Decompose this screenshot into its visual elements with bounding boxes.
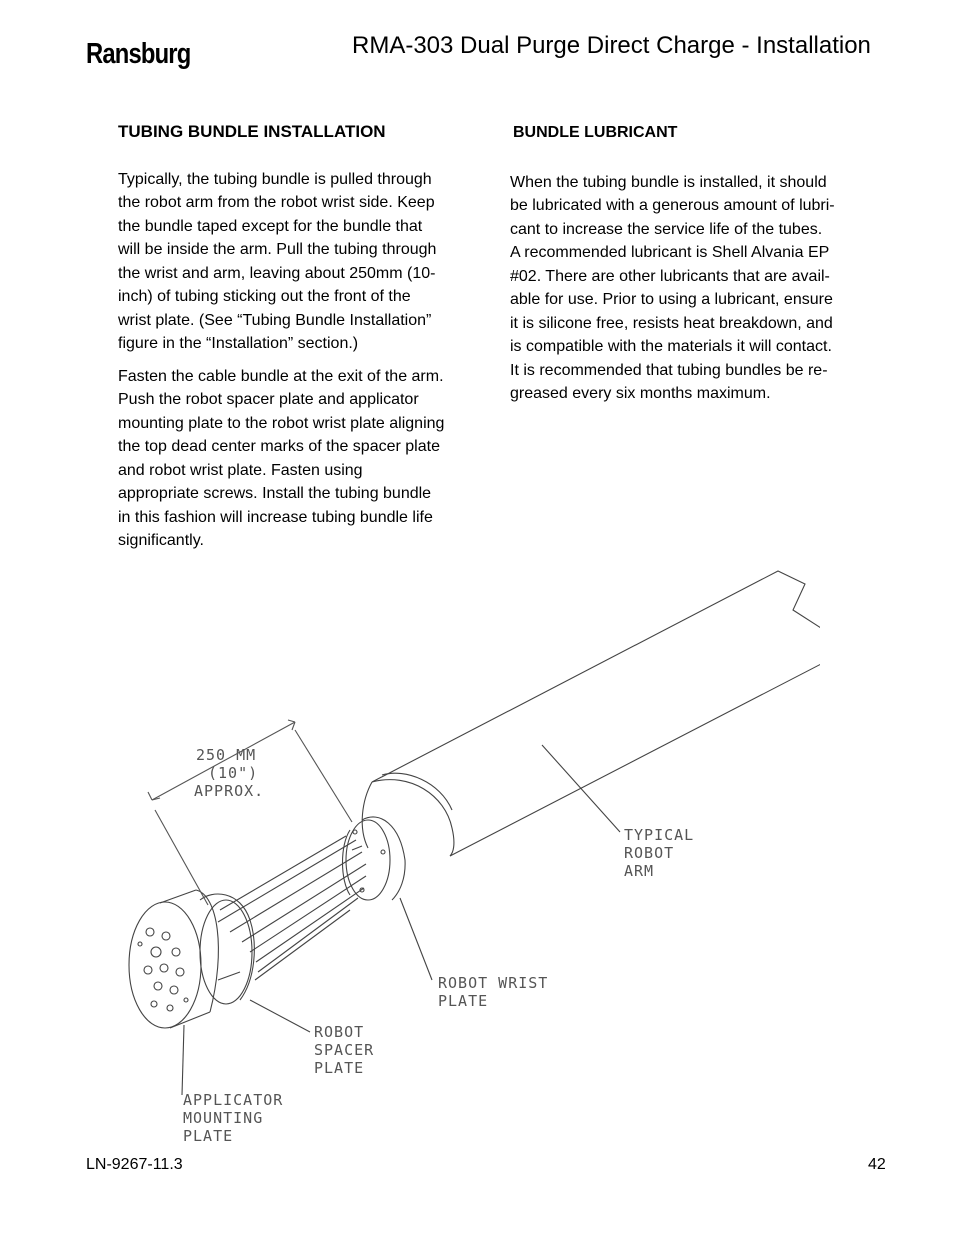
text-line: and robot wrist plate. Fasten using [118, 461, 363, 479]
text-line: It is recommended that tubing bundles be re- [510, 361, 828, 379]
text-line: the bundle taped except for the bundle that [118, 217, 423, 235]
callout-spacer-2: SPACER [314, 1041, 375, 1059]
text-line: greased every six months maximum. [510, 385, 771, 402]
tubing-bundle-installation-figure [100, 560, 820, 1160]
text-line: Typically, the tubing bundle is pulled through [118, 170, 432, 188]
text-line: be lubricated with a generous amount of lubri- [510, 197, 835, 214]
callout-arm-1: TYPICAL [624, 826, 695, 844]
text-line: is compatible with the materials it will contact. [510, 338, 832, 355]
text-line: wrist plate. (See “Tubing Bundle Installation” [118, 311, 432, 329]
callout-applicator-3: PLATE [183, 1127, 234, 1145]
text-line: the robot arm from the robot wrist side. Keep [118, 194, 435, 211]
text-line: will be inside the arm. Pull the tubing through [118, 241, 437, 258]
callout-applicator-1: APPLICATOR [183, 1091, 284, 1109]
dimension-label-2: (10") [208, 764, 259, 782]
section-heading-tubing-bundle: TUBING BUNDLE INSTALLATION [118, 122, 386, 141]
text-line: When the tubing bundle is installed, it should [510, 173, 827, 191]
tubing-bundle-paragraph-2 [118, 365, 474, 553]
text-line: Push the robot spacer plate and applicator [118, 391, 419, 408]
callout-spacer-1: ROBOT [314, 1023, 365, 1041]
leader-line-arm [542, 745, 620, 832]
callout-arm-2: ROBOT [624, 844, 675, 862]
text-line: the wrist and arm, leaving about 250mm (10- [118, 264, 436, 282]
page-number: 42 [868, 1156, 886, 1173]
text-line: cant to increase the service life of the tubes. [510, 220, 823, 238]
text-line: able for use. Prior to using a lubricant, ensure [510, 291, 833, 308]
text-line: in this fashion will increase tubing bundle life [118, 508, 433, 526]
text-line: mounting plate to the robot wrist plate aligning [118, 414, 445, 432]
applicator-mounting-plate-drawing [129, 890, 218, 1028]
page-title: RMA-303 Dual Purge Direct Charge - Installation [352, 32, 871, 59]
section-heading-bundle-lubricant: BUNDLE LUBRICANT [513, 124, 678, 141]
bundle-lubricant-section [510, 118, 870, 415]
tubing-bundle-paragraph-1 [118, 168, 474, 356]
robot-arm-drawing [362, 571, 820, 856]
callout-wrist-2: PLATE [438, 992, 489, 1010]
text-line: appropriate screws. Install the tubing bundle [118, 485, 432, 502]
text-line: inch) of tubing sticking out the front of the [118, 288, 411, 305]
ransburg-logo: Ransburg [86, 38, 191, 70]
document-number: LN-9267-11.3 [86, 1156, 183, 1173]
text-line: #02. There are other lubricants that are avail- [510, 267, 830, 285]
text-line: figure in the “Installation” section.) [118, 335, 359, 352]
bundle-lubricant-paragraph [510, 171, 870, 406]
leader-line-spacer [250, 1000, 310, 1032]
leader-line-applicator [182, 1025, 184, 1095]
tubing-bundle-section [118, 118, 474, 562]
robot-spacer-plate-drawing [200, 894, 254, 1004]
callout-applicator-2: MOUNTING [183, 1109, 264, 1127]
callout-arm-3: ARM [624, 862, 655, 880]
text-line: Fasten the cable bundle at the exit of the arm. [118, 367, 444, 385]
callout-wrist-1: ROBOT WRIST [438, 974, 549, 992]
text-line: A recommended lubricant is Shell Alvania EP [510, 244, 830, 261]
callout-spacer-3: PLATE [314, 1059, 365, 1077]
dimension-label-3: APPROX. [194, 782, 265, 800]
dimension-label-1: 250 MM [196, 746, 257, 764]
text-line: significantly. [118, 532, 204, 549]
leader-line-wrist [400, 898, 432, 980]
text-line: the top dead center marks of the spacer plate [118, 438, 440, 455]
text-line: it is silicone free, resists heat breakdown, and [510, 314, 833, 332]
